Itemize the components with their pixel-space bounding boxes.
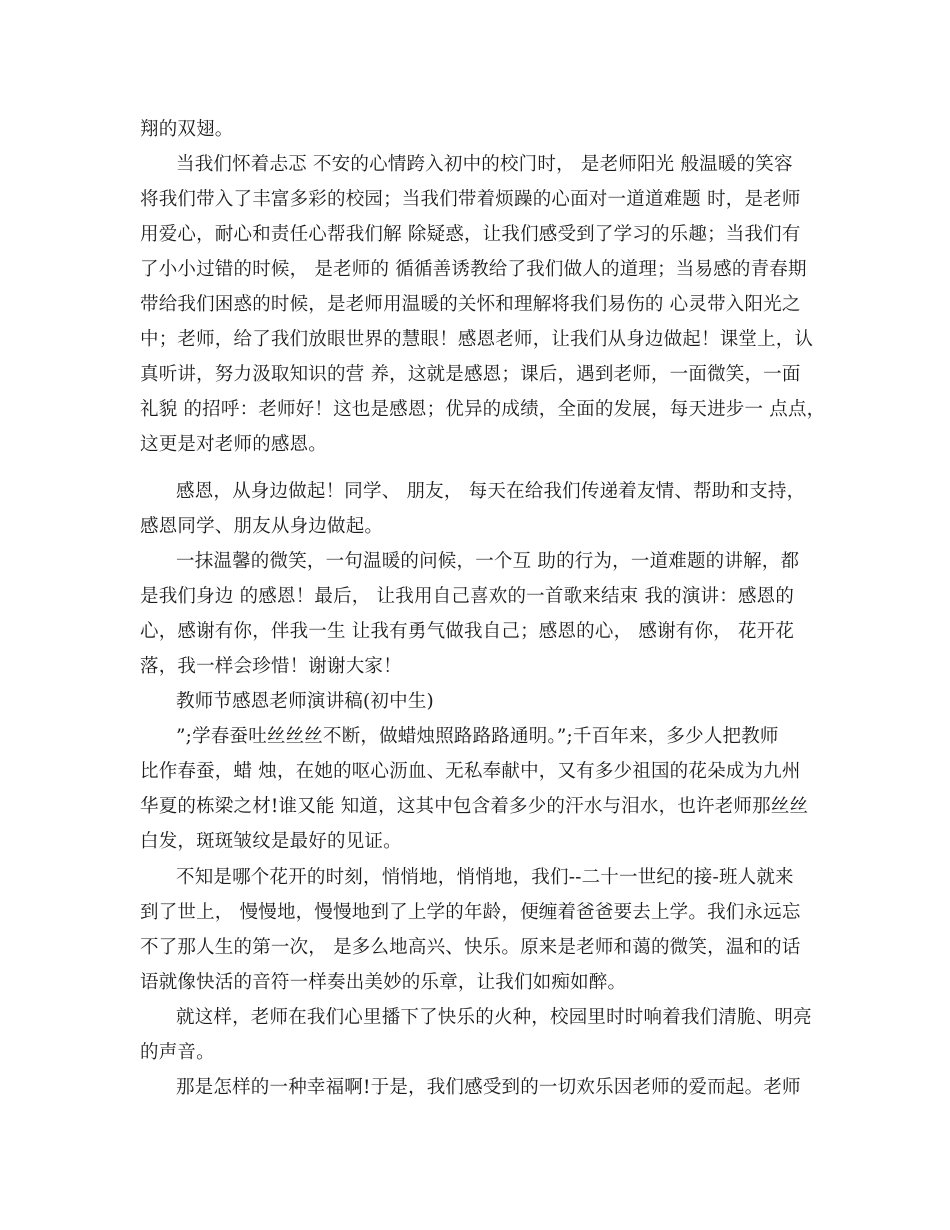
- section-heading: 教师节感恩老师演讲稿(初中生): [176, 691, 434, 712]
- text-line: 不了那人生的第一次， 是多么地高兴、快乐。原来是老师和蔼的微笑，温和的话: [140, 937, 801, 958]
- text-line: 心，感谢有你，伴我一生 让我有勇气做我自己；感恩的心， 感谢有你， 花开花: [140, 621, 795, 642]
- text-line: 是我们身边 的感恩！最后， 让我用自己喜欢的一首歌来结束 我的演讲：感恩的: [140, 586, 795, 607]
- text-line: 将我们带入了丰富多彩的校园；当我们带着烦躁的心面对一道道难题 时，是老师: [140, 189, 801, 210]
- text-line: 华夏的栋梁之材!谁又能 知道，这其中包含着多少的汗水与泪水，也许老师那丝丝: [140, 796, 809, 817]
- paragraph-start: 那是怎样的一种幸福啊!于是，我们感受到的一切欢乐因老师的爱而起。老师: [176, 1077, 801, 1098]
- text-line: 带给我们困惑的时候，是老师用温暖的关怀和理解将我们易伤的 心灵带入阳光之: [140, 294, 801, 315]
- text-line: 到了世上， 慢慢地，慢慢地到了上学的年龄，便缠着爸爸要去上学。我们永远忘: [140, 902, 801, 923]
- text-line: 落，我一样会珍惜！谢谢大家！: [140, 656, 402, 677]
- text-line: 用爱心，耐心和责任心帮我们解 除疑惑，让我们感受到了学习的乐趣；当我们有: [140, 224, 801, 245]
- paragraph-start: 感恩，从身边做起！同学、 朋友， 每天在给我们传递着友情、帮助和支持，: [176, 481, 806, 502]
- paragraph-start: 一抹温馨的微笑，一句温暖的问候，一个互 助的行为，一道难题的讲解，都: [176, 551, 800, 572]
- text-line: 真听讲，努力汲取知识的营 养，这就是感恩；课后，遇到老师，一面微笑，一面: [140, 364, 801, 385]
- text-line: 这更是对老师的感恩。: [140, 434, 328, 455]
- text-line: 的声音。: [140, 1042, 215, 1063]
- text-line: 了小小过错的时候， 是老师的 循循善诱教给了我们做人的道理；当易感的青春期: [140, 259, 807, 280]
- text-line: 比作春蚕，蜡 烛，在她的呕心沥血、无私奉献中，又有多少祖国的花朵成为九州: [140, 761, 801, 782]
- text-line: 翔的双翅。: [140, 119, 234, 140]
- text-line: 中；老师，给了我们放眼世界的慧眼！感恩老师，让我们从身边做起！课堂上，认: [140, 329, 814, 350]
- text-line: 感恩同学、朋友从身边做起。: [140, 516, 384, 537]
- paragraph-start: 不知是哪个花开的时刻，悄悄地，悄悄地，我们--二十一世纪的接-班人就来: [176, 867, 794, 888]
- paragraph-start: 就这样，老师在我们心里播下了快乐的火种，校园里时时响着我们清脆、明亮: [176, 1007, 812, 1028]
- paragraph-start: 当我们怀着忐忑 不安的心情跨入初中的校门时， 是老师阳光 般温暖的笑容: [176, 154, 793, 175]
- paragraph-start: ”;学春蚕吐丝丝丝不断，做蜡烛照路路路通明。”;千百年来，多少人把教师: [176, 726, 779, 747]
- text-line: 礼貌 的招呼：老师好！这也是感恩；优异的成绩，全面的发展，每天进步一 点点，: [140, 399, 826, 420]
- text-line: 语就像快活的音符一样奏出美妙的乐章，让我们如痴如醉。: [140, 972, 627, 993]
- text-line: 白发，斑斑皱纹是最好的见证。: [140, 831, 402, 852]
